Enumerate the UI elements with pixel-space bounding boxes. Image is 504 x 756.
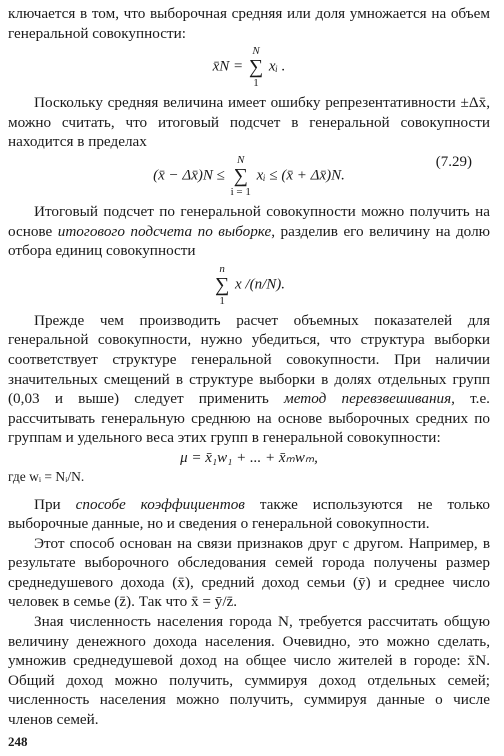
formula-1-sum-top: N (252, 45, 260, 58)
sigma-symbol: ∑ (233, 164, 248, 187)
paragraph-4-text-a: Прежде чем производить расчет объемных показателей для генеральной совокупности, нужно убедиться, что структура выборки соответствует структуре генеральной совокупности. При наличии значительных смещений в структуре выборки в долях отдельных групп (0,03 и выше) следует применить (8, 311, 490, 408)
formula-weighted-mean: μ = x̄₁w₁ + ... + x̄ₘwₘ, (180, 449, 318, 466)
paragraph-5-text-c: также используются не только выборочные данные, но и сведения о генеральной совокупности. (8, 495, 490, 533)
formula-3-sum-top: n (219, 262, 225, 275)
formula-2-sum (231, 154, 251, 198)
paragraph-5-italic: способе коэффициентов (75, 495, 245, 513)
formula-number: (7.29) (435, 153, 472, 170)
paragraph-4-text-c: , т.е. рассчитывать генеральную среднюю на основе выборочных средних по группам и удельного веса этих групп в генеральной совокупности: (8, 390, 490, 447)
paragraph-7: Зная численность населения города N, требуется рассчитать общую величину денежного дохода населения. Очевидно, это можно сделать, умножив среднедушевой доход на общее число жителей в городе: x̄N. Общий доход можно получить, суммируя доход отдельных семей; численность населения можно получить, суммируя данные о числе членов семей. (8, 613, 490, 729)
formula-2-sum-top: N (237, 153, 245, 166)
formula-3-right: x /(n/N). (235, 276, 285, 293)
formula-1-sum (249, 45, 263, 89)
sigma-symbol: ∑ (214, 273, 230, 296)
paragraph-4-italic: метод перевзвешивания (284, 390, 452, 408)
formula-1-left: x̄N = (212, 58, 244, 75)
formula-2-left: (x̄ − Δx̄)N ≤ (153, 167, 225, 184)
formula-1-right: xᵢ . (268, 58, 286, 75)
sigma-symbol: ∑ (248, 56, 264, 79)
paragraph-6: Этот способ основан на связи признаков друг с другом. Например, в результате выборочного обследования семей города получены размер среднедушевого дохода (x̄), средний доход семьи (ȳ) и среднее число человек в семье (z̄). Так что x̄ = ȳ/z̄. (8, 534, 490, 611)
where-clause: где wᵢ = Nᵢ/N. (8, 468, 85, 484)
paragraph-4 (8, 311, 490, 448)
formula-total-estimate (8, 45, 490, 89)
paragraph-3-italic: итогового подсчета по выборке (57, 222, 272, 240)
formula-3-sum (215, 263, 229, 307)
formula-sample-share (8, 263, 490, 307)
paragraph-5-text-a: При (34, 495, 76, 513)
formula-3-sum-bottom: 1 (219, 294, 225, 307)
formula-2-right: xᵢ ≤ (x̄ + Δx̄)N. (256, 167, 345, 184)
paragraph-1: ключается в том, что выборочная средняя или доля умножается на объем генеральной совокупности: (8, 5, 490, 42)
paragraph-5 (8, 495, 490, 534)
paragraph-3-text-a: Итоговый подсчет по генеральной совокупности можно получить на основе (8, 202, 490, 240)
paragraph-3-text-c: , разделив его величину на долю отбора единиц совокупности (8, 222, 490, 260)
paragraph-3 (8, 202, 490, 261)
formula-2-sum-bottom: i = 1 (230, 185, 251, 198)
paragraph-2: Поскольку средняя величина имеет ошибку репрезентативности ±Δx̄, можно считать, что итоговый подсчет в генеральной совокупности находится в пределах (8, 94, 490, 151)
formula-1-sum-bottom: 1 (253, 77, 259, 90)
page-number: 248 (8, 734, 28, 749)
formula-interval (8, 154, 490, 198)
